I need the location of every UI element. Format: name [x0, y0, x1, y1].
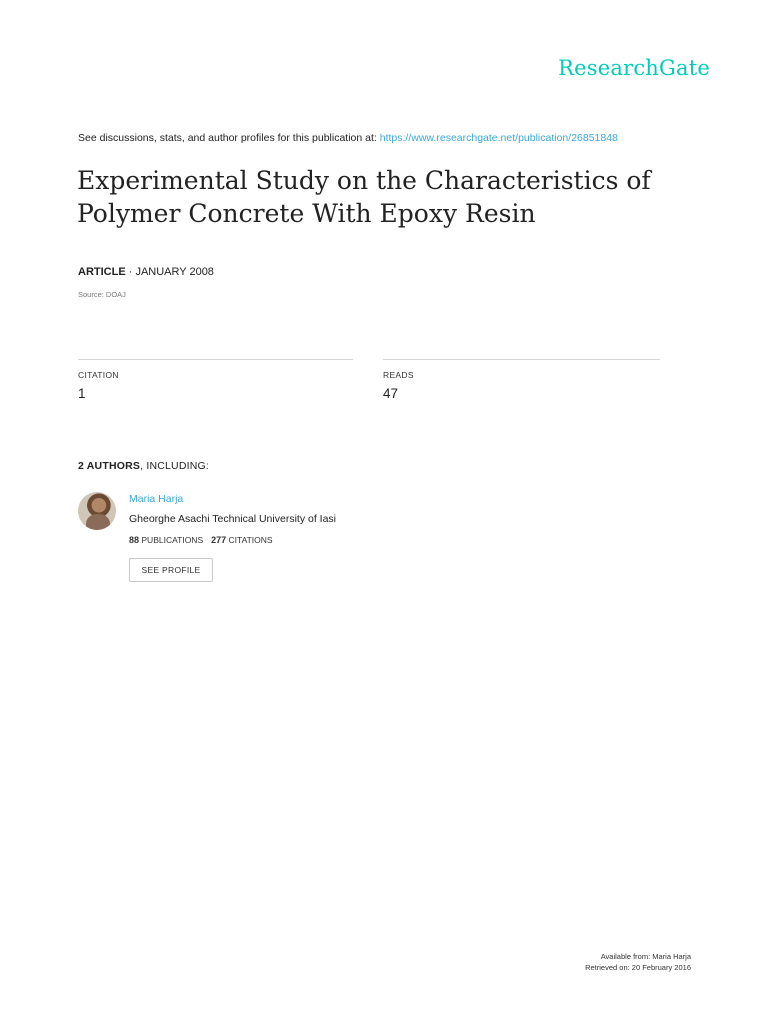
publication-meta: [78, 266, 214, 278]
retrieval-footer: [585, 951, 691, 973]
publications-count: 88: [129, 535, 140, 545]
citation-label: CITATION: [78, 370, 119, 380]
author-card: [78, 490, 478, 590]
discussion-line: [78, 132, 618, 144]
researchgate-logo[interactable]: ResearchGate: [558, 56, 710, 80]
discussion-text: See discussions, stats, and author profiles for this publication at:: [78, 132, 380, 144]
see-profile-button[interactable]: SEE PROFILE: [129, 558, 213, 582]
citation-stat: [78, 359, 353, 401]
reads-label: READS: [383, 370, 414, 380]
publications-label: PUBLICATIONS: [141, 535, 204, 545]
author-citations-count: 277: [211, 535, 227, 545]
publication-source: Source: DOAJ: [78, 290, 126, 299]
publication-type: ARTICLE: [78, 266, 126, 278]
authors-heading: [78, 460, 209, 472]
available-from: Available from: Maria Harja: [600, 952, 691, 961]
retrieved-on: Retrieved on: 20 February 2016: [585, 963, 691, 972]
publication-date: JANUARY 2008: [135, 266, 214, 278]
author-institution: Gheorghe Asachi Technical University of Iasi: [129, 513, 336, 525]
avatar[interactable]: [78, 492, 116, 530]
publication-title: Experimental Study on the Characteristics of Polymer Concrete With Epoxy Resin: [77, 166, 651, 228]
reads-value: 47: [383, 386, 399, 401]
authors-including: , INCLUDING:: [140, 460, 210, 472]
author-name-link[interactable]: Maria Harja: [129, 493, 184, 505]
authors-count: 2 AUTHORS: [78, 460, 141, 472]
meta-separator: ·: [125, 266, 136, 278]
publication-link[interactable]: https://www.researchgate.net/publication/26851848: [379, 132, 618, 144]
author-stats: [129, 535, 273, 545]
author-citations-label: CITATIONS: [228, 535, 273, 545]
reads-stat: [383, 359, 660, 401]
citation-value: 1: [78, 386, 86, 401]
